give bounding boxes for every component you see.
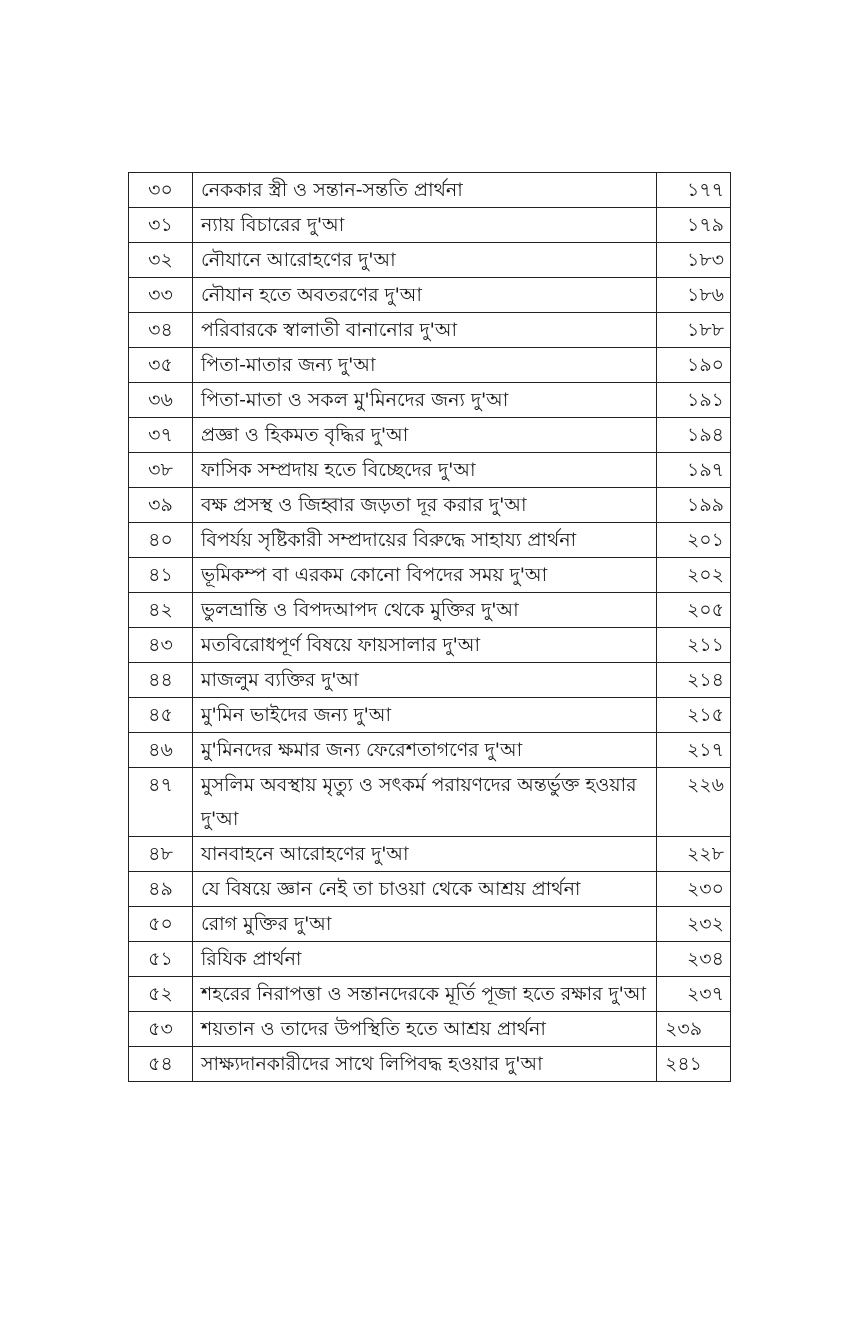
toc-row <box>129 628 731 663</box>
entry-number: ৩৩ <box>129 278 193 313</box>
entry-number: ৪১ <box>129 558 193 593</box>
toc-row <box>129 663 731 698</box>
entry-page: ২১৪ <box>657 663 731 698</box>
toc-row <box>129 383 731 418</box>
entry-page: ১৯১ <box>657 383 731 418</box>
table-of-contents <box>128 172 731 1082</box>
entry-number: ৪৭ <box>129 768 193 837</box>
toc-row <box>129 523 731 558</box>
entry-title: শহরের নিরাপত্তা ও সন্তানদেরকে মূর্তি পূজা হতে রক্ষার দু'আ <box>193 977 657 1012</box>
entry-page: ১৯৪ <box>657 418 731 453</box>
entry-number: ৪৪ <box>129 663 193 698</box>
entry-title: নৌযানে আরোহণের দু'আ <box>193 243 657 278</box>
toc-row <box>129 837 731 872</box>
entry-page: ২১৭ <box>657 733 731 768</box>
toc-row <box>129 348 731 383</box>
entry-page: ১৯৯ <box>657 488 731 523</box>
toc-row <box>129 907 731 942</box>
entry-title: ন্যায় বিচারের দু'আ <box>193 208 657 243</box>
entry-number: ৪৬ <box>129 733 193 768</box>
entry-page: ২৩৭ <box>657 977 731 1012</box>
entry-title: বক্ষ প্রসস্থ ও জিহ্বার জড়তা দূর করার দু'আ <box>193 488 657 523</box>
entry-number: ৪৯ <box>129 872 193 907</box>
entry-page: ২০২ <box>657 558 731 593</box>
entry-title: পিতা-মাতার জন্য দু'আ <box>193 348 657 383</box>
entry-title: প্রজ্ঞা ও হিকমত বৃদ্ধির দু'আ <box>193 418 657 453</box>
entry-title: মু'মিন ভাইদের জন্য দু'আ <box>193 698 657 733</box>
entry-page: ২৩৪ <box>657 942 731 977</box>
entry-number: ৩৬ <box>129 383 193 418</box>
entry-title: পরিবারকে স্বালাতী বানানোর দু'আ <box>193 313 657 348</box>
entry-page: ২১১ <box>657 628 731 663</box>
entry-number: ৩৮ <box>129 453 193 488</box>
toc-row <box>129 208 731 243</box>
entry-page: ২২৬ <box>657 768 731 837</box>
entry-title: নেককার স্ত্রী ও সন্তান-সন্ততি প্রার্থনা <box>193 173 657 208</box>
entry-title: শয়তান ও তাদের উপস্থিতি হতে আশ্রয় প্রার্থনা <box>193 1012 657 1047</box>
entry-title: মু'মিনদের ক্ষমার জন্য ফেরেশতাগণের দু'আ <box>193 733 657 768</box>
entry-title: মাজলুম ব্যক্তির দু'আ <box>193 663 657 698</box>
toc-body <box>129 173 731 1082</box>
entry-page: ২৩০ <box>657 872 731 907</box>
entry-title: যানবাহনে আরোহণের দু'আ <box>193 837 657 872</box>
toc-row <box>129 558 731 593</box>
toc-row <box>129 1047 731 1082</box>
entry-page: ২৩২ <box>657 907 731 942</box>
entry-number: ৩৫ <box>129 348 193 383</box>
toc-row <box>129 453 731 488</box>
entry-number: ৩০ <box>129 173 193 208</box>
toc-row <box>129 942 731 977</box>
entry-page: ১৯৭ <box>657 453 731 488</box>
entry-page: ২১৫ <box>657 698 731 733</box>
entry-number: ৩৭ <box>129 418 193 453</box>
entry-number: ৩৪ <box>129 313 193 348</box>
entry-title: সাক্ষ্যদানকারীদের সাথে লিপিবদ্ধ হওয়ার দু'আ <box>193 1047 657 1082</box>
entry-number: ৫২ <box>129 977 193 1012</box>
entry-number: ৩১ <box>129 208 193 243</box>
toc-row <box>129 278 731 313</box>
entry-page: ১৯০ <box>657 348 731 383</box>
entry-number: ৪৫ <box>129 698 193 733</box>
entry-number: ৪০ <box>129 523 193 558</box>
entry-title: মুসলিম অবস্থায় মৃত্যু ও সৎকর্ম পরায়ণদের অন্তর্ভুক্ত হওয়ার দু'আ <box>193 768 657 837</box>
entry-number: ৪৩ <box>129 628 193 663</box>
entry-title: রিযিক প্রার্থনা <box>193 942 657 977</box>
entry-number: ৫৩ <box>129 1012 193 1047</box>
toc-row <box>129 593 731 628</box>
toc-row <box>129 698 731 733</box>
toc-row <box>129 488 731 523</box>
entry-title: ভূমিকম্প বা এরকম কোনো বিপদের সময় দু'আ <box>193 558 657 593</box>
entry-page: ১৮৮ <box>657 313 731 348</box>
entry-title: বিপর্যয় সৃষ্টিকারী সম্প্রদায়ের বিরুদ্ধে সাহায্য প্রার্থনা <box>193 523 657 558</box>
toc-row <box>129 977 731 1012</box>
entry-number: ৫০ <box>129 907 193 942</box>
entry-number: ৪৮ <box>129 837 193 872</box>
entry-title: যে বিষয়ে জ্ঞান নেই তা চাওয়া থেকে আশ্রয় প্রার্থনা <box>193 872 657 907</box>
entry-number: ৫১ <box>129 942 193 977</box>
entry-title: ভুলভ্রান্তি ও বিপদআপদ থেকে মুক্তির দু'আ <box>193 593 657 628</box>
toc-row <box>129 418 731 453</box>
entry-title: পিতা-মাতা ও সকল মু'মিনদের জন্য দু'আ <box>193 383 657 418</box>
entry-number: ৩৯ <box>129 488 193 523</box>
entry-number: ৩২ <box>129 243 193 278</box>
entry-page: ১৮৩ <box>657 243 731 278</box>
toc-row <box>129 1012 731 1047</box>
toc-row <box>129 243 731 278</box>
entry-title: মতবিরোধপূর্ণ বিষয়ে ফায়সালার দু'আ <box>193 628 657 663</box>
entry-title: রোগ মুক্তির দু'আ <box>193 907 657 942</box>
entry-page: ২০৫ <box>657 593 731 628</box>
entry-page: ২৪১ <box>657 1047 731 1082</box>
toc-row <box>129 872 731 907</box>
entry-number: ৪২ <box>129 593 193 628</box>
entry-page: ২৩৯ <box>657 1012 731 1047</box>
toc-row <box>129 313 731 348</box>
entry-page: ১৭৭ <box>657 173 731 208</box>
entry-page: ২০১ <box>657 523 731 558</box>
toc-row <box>129 768 731 837</box>
entry-page: ১৮৬ <box>657 278 731 313</box>
entry-title: ফাসিক সম্প্রদায় হতে বিচ্ছেদের দু'আ <box>193 453 657 488</box>
entry-number: ৫৪ <box>129 1047 193 1082</box>
entry-page: ১৭৯ <box>657 208 731 243</box>
entry-page: ২২৮ <box>657 837 731 872</box>
toc-row <box>129 733 731 768</box>
entry-title: নৌযান হতে অবতরণের দু'আ <box>193 278 657 313</box>
toc-row <box>129 173 731 208</box>
